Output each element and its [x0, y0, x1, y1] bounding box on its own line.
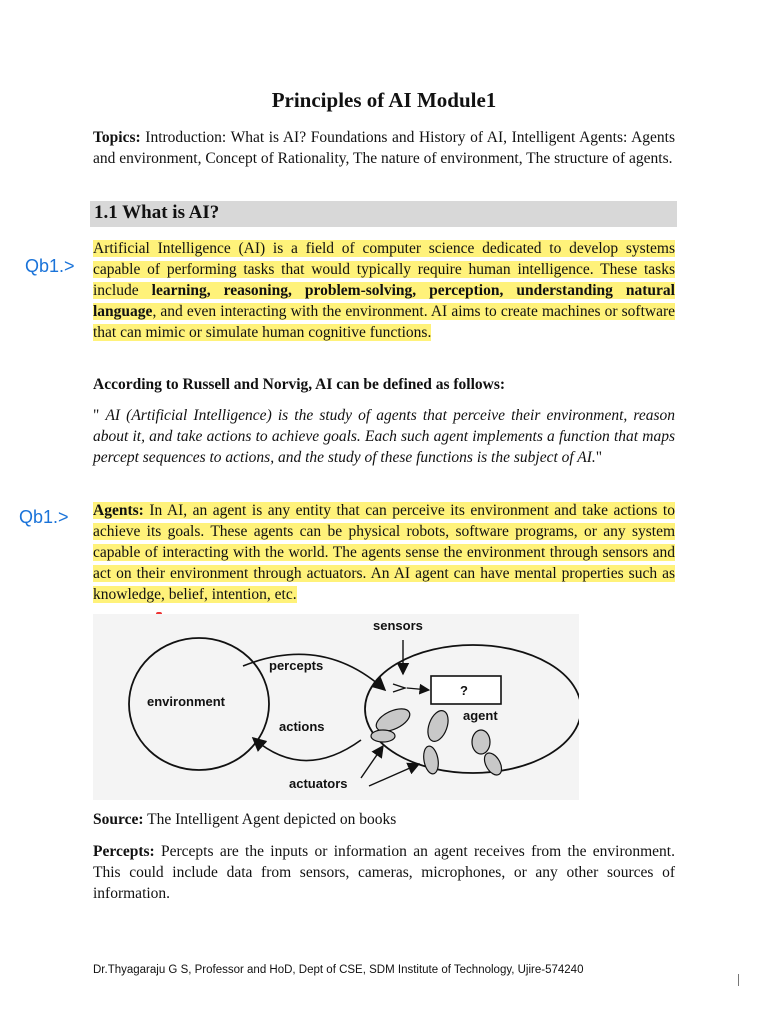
agent-label: agent — [463, 708, 498, 723]
agent-diagram — [93, 614, 579, 800]
percepts-label-text: Percepts: — [93, 843, 155, 860]
actuators-arrow-left — [361, 746, 383, 778]
topics-label: Topics: — [93, 129, 141, 146]
agents-label: Agents: — [93, 502, 144, 519]
agents-paragraph — [93, 500, 675, 605]
quote-close: " — [595, 449, 603, 466]
sensors-label: sensors — [373, 618, 423, 633]
ai-definition-bold: learning, reasoning, problem-solving, perception, understanding natural language — [93, 282, 675, 320]
page-title: Principles of AI Module1 — [271, 88, 497, 112]
page-edge-mark — [738, 974, 739, 986]
unknown-label: ? — [460, 683, 468, 698]
percepts-paragraph — [93, 841, 675, 904]
ai-definition-part2: , and even interacting with the environment. AI aims to create machines or software that can mimic or simulate human cognitive functions. — [93, 303, 675, 341]
quote-paragraph — [93, 405, 675, 468]
section-heading-bar — [90, 201, 677, 227]
sensor-link — [407, 688, 429, 690]
percepts-text: Percepts are the inputs or information an agent receives from the environment. This could include data from sensors, cameras, microphones, or any other sources of information. — [93, 843, 675, 902]
russell-norvig-heading-paragraph — [93, 374, 675, 395]
agents-highlight — [93, 502, 675, 603]
quote-text: AI (Artificial Intelligence) is the study of agents that perceive their environment, reason about it, and take actions to achieve goals. Each such agent implements a function that maps percept sequences to actions, and the study of these functions is the subject of AI. — [93, 407, 675, 466]
source-text: The Intelligent Agent depicted on books — [143, 811, 397, 828]
actions-label: actions — [279, 719, 325, 734]
sensor-eye — [393, 684, 405, 692]
page-footer: Dr.Thyagaraju G S, Professor and HoD, Dept of CSE, SDM Institute of Technology, Ujire-574240 — [93, 964, 584, 976]
source-paragraph — [93, 809, 675, 830]
ai-definition-highlight — [93, 240, 675, 341]
environment-label: environment — [147, 694, 226, 709]
topics-text: Introduction: What is AI? Foundations and History of AI, Intelligent Agents: Agents and environment, Concept of Rationality, The nature of environment, The structure of agents. — [93, 129, 675, 167]
actuators-label: actuators — [289, 776, 348, 791]
ai-definition-paragraph — [93, 238, 675, 343]
agent-environment-figure — [93, 614, 579, 800]
percepts-label: percepts — [269, 658, 324, 673]
section-heading: 1.1 What is AI? — [94, 202, 220, 223]
actuators-arrow-right — [369, 764, 419, 786]
qb-marker: Qb1.> — [19, 507, 69, 527]
russell-norvig-heading: According to Russell and Norvig, AI can be defined as follows: — [93, 376, 506, 393]
topics-paragraph — [93, 127, 675, 169]
qb-marker: Qb1.> — [25, 256, 75, 276]
actions-arrow — [253, 738, 361, 761]
quote-open: " — [93, 407, 106, 424]
source-label: Source: — [93, 811, 144, 828]
agents-text: In AI, an agent is any entity that can perceive its environment and take actions to achieve its goals. These agents can be physical robots, software programs, or any system capable of interacting with the world. The agents sense the environment through sensors and act on their environment through actuators. An AI agent can have mental properties such as knowledge, belief, intention, etc. — [93, 502, 675, 603]
ai-definition-part1: Artificial Intelligence (AI) is a field of computer science dedicated to develop systems capable of performing tasks that would typically require human intelligence. These tasks include — [93, 240, 675, 299]
